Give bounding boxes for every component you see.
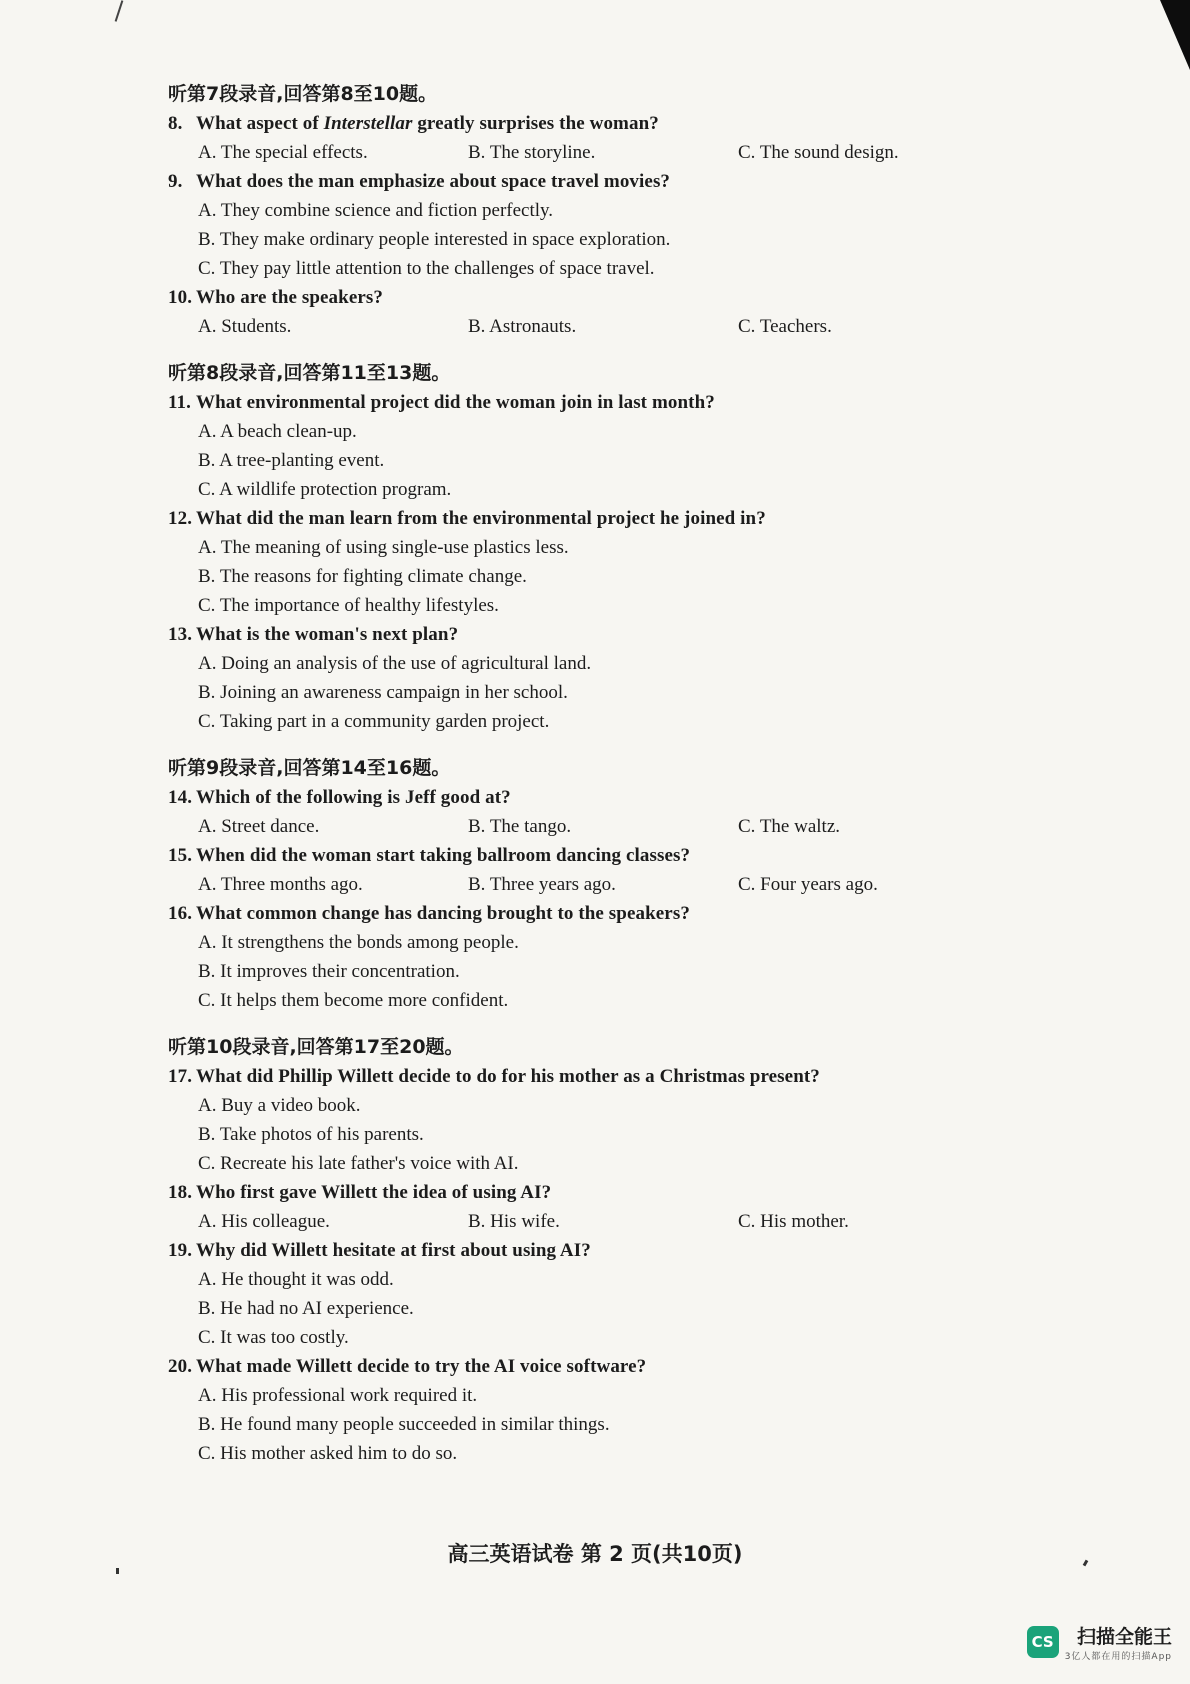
section-instruction: 听第7段录音,回答第8至10题。 <box>168 83 438 105</box>
question-stem <box>168 283 998 312</box>
answer-options <box>168 928 998 1015</box>
watermark-tagline: 3亿人都在用的扫描App <box>1064 1652 1172 1662</box>
answer-option: C. Recreate his late father's voice with AI. <box>198 1153 519 1174</box>
question-text: What did Phillip Willett decide to do for his mother as a Christmas present? <box>196 1066 820 1087</box>
question-number: 20. <box>168 1356 193 1377</box>
scan-mark <box>115 0 124 22</box>
answer-option: B. He had no AI experience. <box>198 1298 414 1319</box>
question-text: Who are the speakers? <box>196 287 383 308</box>
listening-section <box>168 1033 998 1468</box>
camscanner-logo-icon: CS <box>1027 1626 1059 1658</box>
watermark-app-name: 扫描全能王 <box>1076 1626 1172 1648</box>
question-text: What aspect of Interstellar greatly surprises the woman? <box>196 113 659 134</box>
question-number: 14. <box>168 787 193 808</box>
question-number: 17. <box>168 1066 193 1087</box>
question-text: Who first gave Willett the idea of using AI? <box>196 1182 552 1203</box>
answer-option: A. His professional work required it. <box>198 1385 478 1406</box>
question-text: What made Willett decide to try the AI voice software? <box>196 1356 647 1377</box>
question-number: 18. <box>168 1182 193 1203</box>
answer-options <box>168 812 998 841</box>
question-stem <box>168 899 998 928</box>
answer-options <box>168 196 998 283</box>
scan-speck <box>116 1568 119 1574</box>
answer-options <box>168 649 998 736</box>
answer-option: A. He thought it was odd. <box>198 1269 394 1290</box>
question-number: 19. <box>168 1240 193 1261</box>
answer-options <box>168 138 998 167</box>
section-instruction: 听第8段录音,回答第11至13题。 <box>168 362 451 384</box>
answer-options <box>168 1265 998 1352</box>
question-number: 10. <box>168 287 193 308</box>
question-stem <box>168 1352 998 1381</box>
answer-option: B. Take photos of his parents. <box>198 1124 424 1145</box>
answer-option: C. Teachers. <box>738 316 832 337</box>
question-text: What common change has dancing brought to the speakers? <box>196 903 690 924</box>
answer-option: C. Taking part in a community garden project. <box>198 711 550 732</box>
exam-content <box>168 80 998 1486</box>
answer-option: A. The special effects. <box>198 142 368 163</box>
section-instruction: 听第10段录音,回答第17至20题。 <box>168 1036 464 1058</box>
question-stem <box>168 1178 998 1207</box>
answer-option: A. It strengthens the bonds among people. <box>198 932 519 953</box>
answer-option: C. It helps them become more confident. <box>198 990 509 1011</box>
question-text: What environmental project did the woman join in last month? <box>196 392 715 413</box>
answer-option: A. Doing an analysis of the use of agricultural land. <box>198 653 592 674</box>
answer-option: B. The tango. <box>468 816 572 837</box>
answer-option: B. Three years ago. <box>468 874 616 895</box>
answer-options <box>168 312 998 341</box>
question-stem <box>168 1062 998 1091</box>
answer-option: C. The waltz. <box>738 816 841 837</box>
question-text: When did the woman start taking ballroom dancing classes? <box>196 845 691 866</box>
question-stem <box>168 167 998 196</box>
question-stem <box>168 783 998 812</box>
answer-option: B. The storyline. <box>468 142 596 163</box>
answer-options <box>168 870 998 899</box>
question-stem <box>168 504 998 533</box>
question-stem <box>168 841 998 870</box>
answer-options <box>168 1207 998 1236</box>
listening-section <box>168 754 998 1015</box>
answer-option: A. They combine science and fiction perfectly. <box>198 200 554 221</box>
answer-option: A. Street dance. <box>198 816 320 837</box>
question-number: 11. <box>168 392 192 413</box>
listening-section <box>168 80 998 341</box>
section-instruction: 听第9段录音,回答第14至16题。 <box>168 757 451 779</box>
question-text: What did the man learn from the environmental project he joined in? <box>196 508 766 529</box>
scan-corner-shadow <box>1160 0 1190 70</box>
question-number: 8. <box>168 113 183 134</box>
question-text: What is the woman's next plan? <box>196 624 459 645</box>
answer-option: C. It was too costly. <box>198 1327 349 1348</box>
answer-option: B. A tree-planting event. <box>198 450 385 471</box>
question-number: 15. <box>168 845 193 866</box>
question-number: 16. <box>168 903 193 924</box>
question-number: 12. <box>168 508 193 529</box>
answer-option: C. They pay little attention to the challenges of space travel. <box>198 258 655 279</box>
answer-option: B. The reasons for fighting climate change. <box>198 566 527 587</box>
question-number: 13. <box>168 624 193 645</box>
answer-option: B. Astronauts. <box>468 316 577 337</box>
answer-options <box>168 417 998 504</box>
question-text: Why did Willett hesitate at first about using AI? <box>196 1240 591 1261</box>
page-footer: 高三英语试卷 第 2 页(共10页) <box>447 1542 743 1566</box>
answer-option: B. They make ordinary people interested in space exploration. <box>198 229 671 250</box>
answer-option: C. Four years ago. <box>738 874 878 895</box>
answer-option: B. Joining an awareness campaign in her school. <box>198 682 568 703</box>
answer-option: C. His mother asked him to do so. <box>198 1443 458 1464</box>
answer-option: B. His wife. <box>468 1211 560 1232</box>
answer-option: C. The importance of healthy lifestyles. <box>198 595 499 616</box>
answer-option: A. Students. <box>198 316 292 337</box>
question-number: 9. <box>168 171 183 192</box>
answer-option: A. Buy a video book. <box>198 1095 361 1116</box>
answer-options <box>168 533 998 620</box>
question-text: What does the man emphasize about space travel movies? <box>196 171 671 192</box>
listening-section <box>168 359 998 736</box>
answer-option: C. A wildlife protection program. <box>198 479 452 500</box>
answer-options <box>168 1381 998 1468</box>
answer-option: A. His colleague. <box>198 1211 330 1232</box>
answer-option: B. He found many people succeeded in similar things. <box>198 1414 610 1435</box>
answer-option: C. The sound design. <box>738 142 899 163</box>
scanner-watermark <box>1027 1622 1172 1662</box>
answer-option: A. A beach clean-up. <box>198 421 357 442</box>
answer-option: C. His mother. <box>738 1211 849 1232</box>
question-text: Which of the following is Jeff good at? <box>196 787 511 808</box>
answer-options <box>168 1091 998 1178</box>
answer-option: A. Three months ago. <box>198 874 363 895</box>
answer-option: A. The meaning of using single-use plastics less. <box>198 537 569 558</box>
answer-option: B. It improves their concentration. <box>198 961 460 982</box>
question-stem <box>168 388 998 417</box>
question-stem <box>168 109 998 138</box>
question-stem <box>168 620 998 649</box>
question-stem <box>168 1236 998 1265</box>
